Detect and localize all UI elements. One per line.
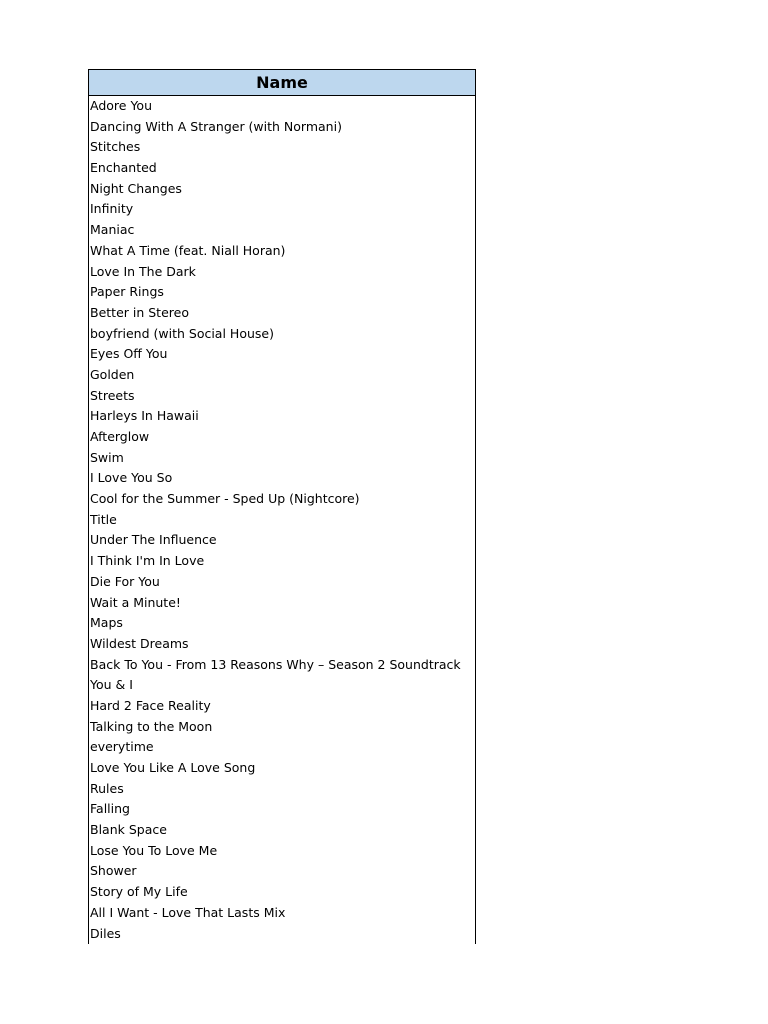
table-row: I Love You So: [90, 470, 173, 486]
table-row: Eyes Off You: [90, 346, 168, 362]
table-row: Swim: [90, 449, 124, 465]
table-row: Talking to the Moon: [90, 718, 213, 734]
table-row: Harleys In Hawaii: [90, 408, 199, 424]
name-table: [88, 69, 476, 944]
table-row: Die For You: [90, 573, 160, 589]
table-row: What A Time (feat. Niall Horan): [90, 242, 286, 258]
table-row: Night Changes: [90, 180, 182, 196]
table-row: Love You Like A Love Song: [90, 760, 256, 775]
table-row: Rules: [90, 780, 124, 796]
table-row: Lose You To Love Me: [90, 842, 218, 858]
table-row: Stitches: [90, 139, 141, 155]
table-row: Golden: [90, 366, 135, 382]
table-row: Maps: [90, 615, 123, 631]
table-row: Under The Influence: [90, 532, 217, 548]
table-row: Cool for the Summer - Sped Up (Nightcore): [90, 491, 360, 507]
table-row: Afterglow: [90, 429, 150, 444]
table-row: Wildest Dreams: [90, 635, 189, 651]
table-row: Streets: [90, 387, 135, 403]
table-row: All I Want - Love That Lasts Mix: [90, 904, 286, 920]
column-header-name: Name: [88, 69, 476, 96]
table-row: Dancing With A Stranger (with Normani): [90, 118, 342, 134]
table-row: Falling: [90, 801, 130, 817]
table-row: Back To You - From 13 Reasons Why – Season 2 Soundtrack: [90, 656, 461, 672]
table-row: Blank Space: [90, 822, 167, 838]
table-row: Diles: [90, 925, 121, 941]
table-row: Enchanted: [90, 160, 157, 176]
table-row: Story of My Life: [90, 884, 188, 900]
table-row: Hard 2 Face Reality: [90, 697, 211, 713]
table-row: I Think I'm In Love: [90, 553, 205, 569]
table-body: [88, 96, 476, 944]
table-row: everytime: [90, 739, 154, 755]
table-row: Love In The Dark: [90, 263, 196, 279]
table-row: Better in Stereo: [90, 304, 189, 320]
table-row: Wait a Minute!: [90, 594, 181, 610]
table-row: Paper Rings: [90, 284, 164, 300]
table-row: boyfriend (with Social House): [90, 325, 274, 341]
table-row: Adore You: [90, 98, 152, 113]
table-row: Title: [90, 511, 117, 527]
table-row: Shower: [90, 863, 137, 879]
table-row: Infinity: [90, 201, 134, 217]
table-row: Maniac: [90, 222, 135, 238]
table-row: You & I: [90, 677, 133, 693]
